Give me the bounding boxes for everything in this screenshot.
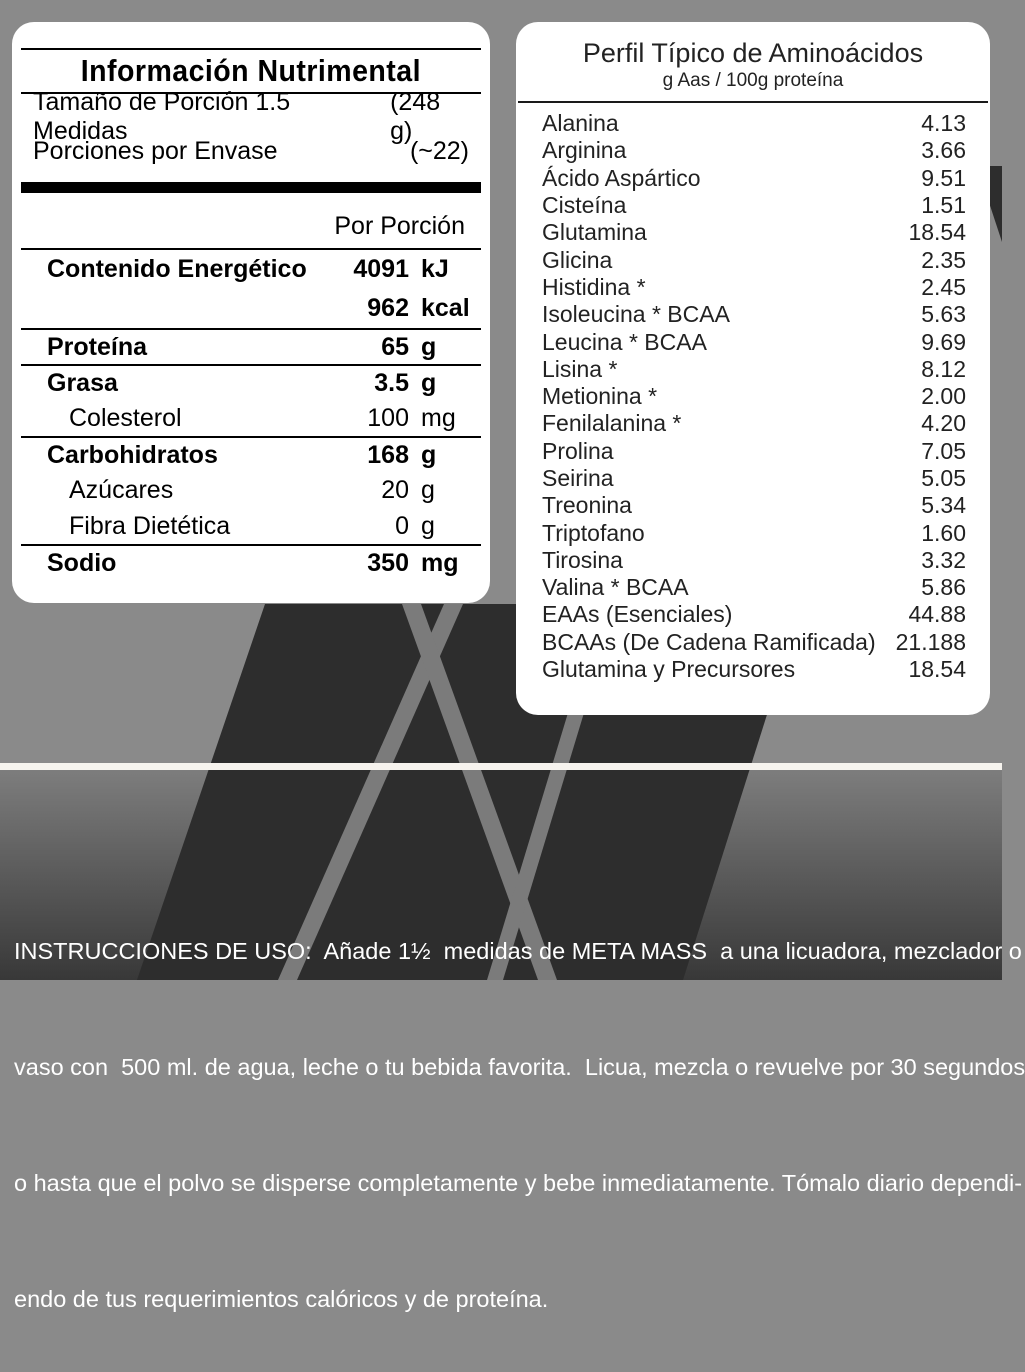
amino-acid-value: 21.188 [895, 628, 966, 655]
amino-acid-panel [516, 22, 990, 715]
nutrient-row [21, 328, 481, 364]
amino-acid-value: 5.05 [921, 465, 966, 491]
nutrient-row [21, 436, 481, 472]
amino-acid-name: Glicina [542, 246, 613, 273]
serving-label: Tamaño de Porción 1.5 Medidas [33, 87, 291, 145]
amino-acid-row [516, 601, 990, 628]
amino-acid-row [516, 301, 990, 328]
amino-acid-rows [516, 110, 990, 683]
per-serving-header: Por Porción [21, 193, 481, 250]
amino-acid-row [516, 383, 990, 410]
nutrient-row [21, 400, 481, 436]
amino-acid-name: Isoleucina * BCAA [542, 301, 730, 328]
amino-acid-row [516, 629, 990, 656]
amino-acid-row [516, 137, 990, 164]
nutrient-row [21, 472, 481, 508]
nutrient-unit: g [421, 511, 435, 540]
amino-acid-row [516, 356, 990, 383]
amino-acid-value: 9.51 [921, 164, 966, 191]
nutrition-facts-panel [12, 22, 490, 603]
amino-acid-row [516, 328, 990, 355]
amino-acid-row [516, 165, 990, 192]
nutrient-row [21, 508, 481, 544]
nutrient-value: 350 [367, 548, 409, 577]
amino-acid-value: 9.69 [921, 328, 966, 355]
serving-value: (248 g) [390, 87, 441, 145]
amino-acid-name: Leucina * BCAA [542, 328, 707, 355]
nutrient-row [21, 364, 481, 400]
nutrient-unit: g [421, 332, 437, 361]
usage-instructions [14, 821, 1025, 1372]
instructions-line: endo de tus requerimientos calóricos y de proteína. [14, 1286, 549, 1312]
nutrient-label: Carbohidratos [47, 440, 218, 469]
nutrient-value: 65 [381, 332, 409, 361]
nutrient-rows [21, 250, 481, 580]
amino-acid-row [516, 656, 990, 683]
nutrient-label: Colesterol [69, 403, 182, 432]
amino-acid-value: 1.51 [921, 192, 966, 219]
nutrient-value: 168 [367, 440, 409, 469]
amino-acid-name: EAAs (Esenciales) [542, 601, 733, 628]
thick-divider-bar [21, 182, 481, 193]
nutrient-unit: kJ [421, 255, 449, 283]
amino-acid-value: 3.32 [921, 546, 966, 573]
serving-label: Porciones por Envase [33, 137, 278, 165]
nutrient-label: Contenido Energético [47, 255, 307, 283]
amino-acid-value: 5.34 [921, 492, 966, 519]
amino-acid-value: 2.35 [921, 246, 966, 273]
nutrient-value: 100 [367, 403, 409, 432]
divider-line [0, 763, 1002, 770]
amino-acid-value: 3.66 [921, 137, 966, 164]
amino-acid-name: Ácido Aspártico [542, 164, 701, 191]
amino-acid-value: 44.88 [908, 601, 966, 628]
amino-acid-row [516, 246, 990, 273]
nutrient-label: Fibra Dietética [69, 511, 231, 540]
nutrient-row [21, 289, 481, 328]
nutrient-row [21, 544, 481, 580]
instructions-line: vaso con 500 ml. de agua, leche o tu bebida favorita. Licua, mezcla o revuelve por 30 segundos [14, 1054, 1025, 1080]
amino-acid-name: BCAAs (De Cadena Ramificada) [542, 628, 876, 655]
instructions-line: INSTRUCCIONES DE USO: Añade 1½ medidas de META MASS a una licuadora, mezclador o [14, 938, 1022, 964]
amino-acid-name: Tirosina [542, 546, 623, 573]
nutrition-title: Información Nutrimental [80, 53, 422, 88]
amino-acid-row [516, 547, 990, 574]
amino-acid-name: Valina * BCAA [542, 574, 689, 601]
amino-acid-name: Seirina [542, 465, 614, 491]
amino-acid-value: 4.13 [921, 110, 966, 137]
amino-acid-value: 4.20 [921, 410, 966, 437]
nutrient-label: Sodio [47, 548, 117, 577]
amino-acid-value: 8.12 [921, 355, 966, 382]
amino-acid-name: Histidina * [542, 273, 646, 300]
nutrient-label: Proteína [47, 332, 148, 361]
amino-acid-name: Fenilalanina * [542, 410, 682, 437]
amino-acid-value: 5.86 [921, 574, 966, 601]
amino-acid-value: 5.63 [921, 301, 966, 328]
amino-acid-row [516, 438, 990, 465]
amino-acid-row [516, 465, 990, 492]
amino-acid-name: Arginina [542, 137, 627, 164]
amino-acid-row [516, 410, 990, 437]
amino-panel-title: Perfil Típico de Aminoácidos [582, 38, 924, 68]
amino-acid-name: Prolina [542, 437, 614, 464]
amino-acid-row [516, 519, 990, 546]
amino-acid-row [516, 219, 990, 246]
amino-acid-name: Treonina [542, 492, 632, 519]
amino-acid-row [516, 192, 990, 219]
amino-panel-subtitle: g Aas / 100g proteína [662, 70, 844, 91]
divider [518, 101, 988, 103]
amino-acid-value: 18.54 [908, 656, 966, 683]
nutrient-unit: g [421, 440, 437, 469]
nutrient-label: Azúcares [69, 475, 174, 504]
nutrient-unit: g [421, 475, 435, 504]
amino-acid-name: Glutamina [542, 219, 647, 246]
serving-value: (~22) [409, 137, 469, 165]
nutrition-title-wrap [21, 50, 481, 92]
nutrient-value: 20 [381, 475, 409, 504]
amino-acid-value: 2.45 [921, 273, 966, 300]
nutrient-unit: kcal [421, 294, 470, 322]
amino-acid-row [516, 110, 990, 137]
nutrient-unit: mg [421, 548, 459, 577]
nutrient-value: 3.5 [374, 368, 409, 397]
amino-acid-row [516, 574, 990, 601]
serving-row [21, 134, 481, 169]
nutrient-value: 962 [367, 294, 409, 322]
nutrient-row [21, 250, 481, 289]
amino-acid-row [516, 492, 990, 519]
amino-acid-name: Triptofano [542, 519, 645, 546]
amino-acid-name: Glutamina y Precursores [542, 656, 796, 683]
amino-acid-name: Cisteína [542, 192, 627, 219]
instructions-line: o hasta que el polvo se disperse completamente y bebe inmediatamente. Tómalo diario dependi- [14, 1170, 1023, 1196]
nutrient-unit: g [421, 368, 437, 397]
nutrient-value: 0 [395, 511, 409, 540]
amino-acid-value: 1.60 [921, 519, 966, 546]
amino-acid-value: 18.54 [908, 219, 966, 246]
amino-acid-row [516, 274, 990, 301]
amino-acid-value: 2.00 [921, 383, 966, 410]
nutrient-value: 4091 [353, 255, 409, 283]
amino-acid-name: Metionina * [542, 383, 658, 410]
amino-acid-value: 7.05 [921, 437, 966, 464]
amino-acid-name: Alanina [542, 110, 619, 137]
nutrient-label: Grasa [47, 368, 118, 397]
nutrient-unit: mg [421, 403, 456, 432]
serving-info [21, 87, 481, 169]
serving-row [21, 87, 481, 145]
amino-acid-name: Lisina * [542, 355, 618, 382]
